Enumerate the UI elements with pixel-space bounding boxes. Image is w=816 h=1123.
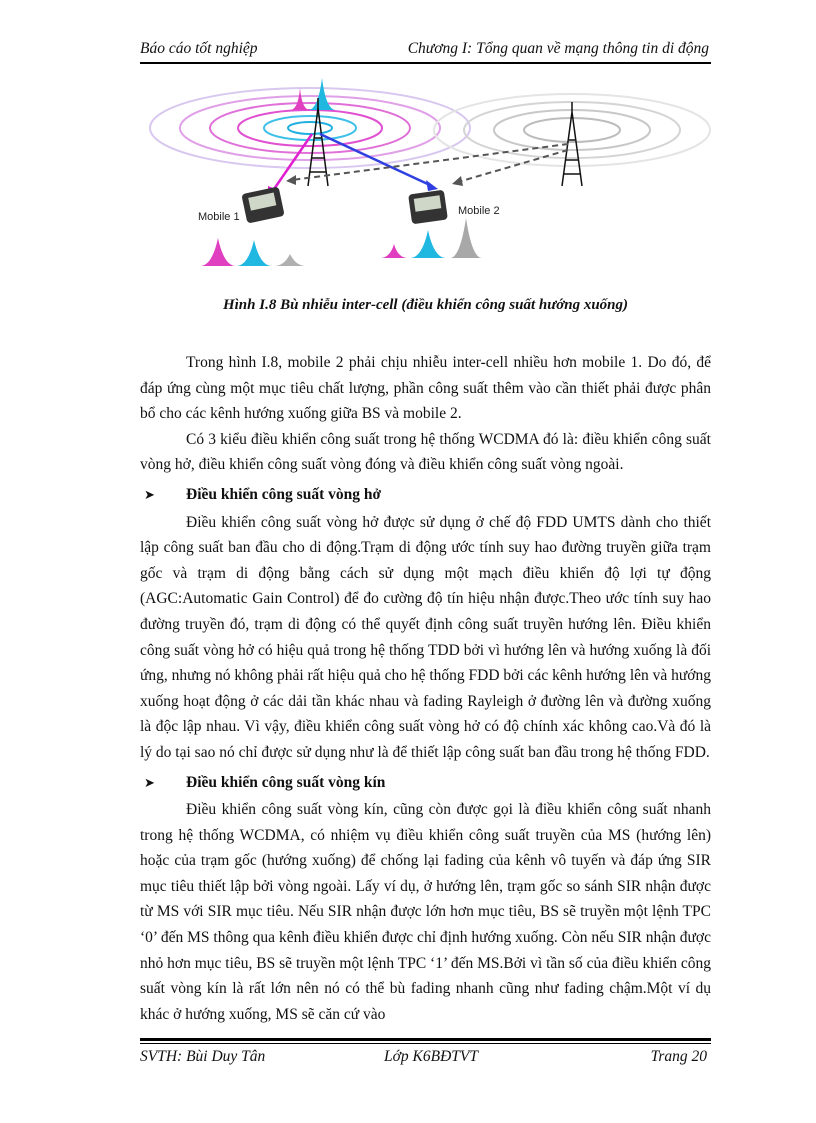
mobile-1-label: Mobile 1 <box>198 211 240 223</box>
paragraph: Điều khiển công suất vòng hở được sử dụng ở chế độ FDD UMTS dành cho thiết lập công suất ban đầu cho di động.Trạm di động ước tính suy hao đường truyền giữa trạm gốc và trạm di động bằng cách sử dụng một mạch điều khiển độ lợi tự động (AGC:Automatic Gain Control) để đo cường độ tín hiệu nhận được.Theo ước tính suy hao đường truyền đó, trạm di động có thể quyết định công suất truyền hướng lên. Điều khiển công suất vòng hở có hiệu quả trong hệ thống TDD bởi vì hướng lên và hướng xuống là đối ứng, nhưng nó không phải rất hiệu quả cho hệ thống FDD bởi các kênh hướng lên và hướng xuống hoạt động ở các dải tần khác nhau và fading Rayleigh ở đường lên và đường xuống là độc lập nhau. Vì vậy, điều khiển công suất vòng hở có độ chính xác không cao.Và đó là lý do tại sao nó chỉ được sử dụng như là để thiết lập công suất ban đầu trong hệ thống FDD. <box>140 513 711 761</box>
bullet-arrow-icon: ➤ <box>144 486 155 502</box>
mobile-2-label: Mobile 2 <box>458 205 500 217</box>
paragraph: Trong hình I.8, mobile 2 phải chịu nhiễu inter-cell nhiều hơn mobile 1. Do đó, để đáp ứng cùng một mục tiêu chất lượng, phần công suất thêm vào cần thiết phải được phân bổ cho các kênh hướng xuống giữa BS và mobile 2. <box>140 354 711 423</box>
footer-rule <box>140 1038 711 1041</box>
document-body <box>140 350 711 1027</box>
bullet-arrow-icon: ➤ <box>144 774 155 790</box>
mobile-1-icon <box>241 186 284 223</box>
footer-class: Lớp K6BĐTVT <box>384 1048 478 1065</box>
section-heading <box>140 770 711 796</box>
page-header <box>140 38 711 62</box>
spectrum-top <box>290 78 336 110</box>
cell1-rings <box>150 88 470 168</box>
header-rule <box>140 62 711 64</box>
section-heading <box>140 482 711 508</box>
section-heading-text: Điều khiển công suất vòng kín <box>186 773 386 791</box>
inter-cell-figure <box>140 68 711 290</box>
paragraph: Điều khiển công suất vòng kín, cũng còn được gọi là điều khiển công suất nhanh trong hệ thống WCDMA, có nhiệm vụ điều khiển công suất truyền của MS (hướng lên) hoặc của trạm gốc (hướng xuống) để chống lại fading của kênh vô tuyến và đáp ứng SIR mục tiêu thiết lập bởi vòng ngoài. Lấy ví dụ, ở hướng lên, trạm gốc so sánh SIR nhận được từ MS với SIR mục tiêu. Nếu SIR nhận được lớn hơn mục tiêu, BS sẽ truyền một lệnh TPC ‘0’ đến MS thông qua kênh điều khiển được chỉ định hướng xuống. Còn nếu SIR nhận được nhỏ hơn mục tiêu, BS sẽ truyền một lệnh TPC ‘1’ đến MS.Bởi vì tần số của điều khiển công suất vòng kín là rất lớn nên nó có thể bù fading nhanh cũng như fading chậm.Một ví dụ khác ở hướng xuống, MS sẽ căn cứ vào <box>140 801 711 1023</box>
paragraph: Có 3 kiểu điều khiển công suất trong hệ thống WCDMA đó là: điều khiển công suất vòng hở, điều khiển công suất vòng đóng và điều khiển công suất vòng ngoài. <box>140 430 711 474</box>
spectrum-mobile-1 <box>200 238 306 266</box>
footer-author: SVTH: Bùi Duy Tân <box>140 1048 266 1065</box>
mobile-2-icon <box>408 190 448 225</box>
header-left: Báo cáo tốt nghiệp <box>140 40 258 57</box>
section-heading-text: Điều khiển công suất vòng hở <box>186 485 382 503</box>
page-footer <box>140 1048 711 1072</box>
footer-page-number: Trang 20 <box>650 1048 707 1065</box>
header-right: Chương I: Tổng quan về mạng thông tin di động <box>407 40 709 57</box>
footer-rule-thin <box>140 1043 711 1044</box>
spectrum-mobile-2 <box>380 218 482 258</box>
figure-caption: Hình I.8 Bù nhiễu inter-cell (điều khiển công suất hướng xuống) <box>222 297 629 313</box>
